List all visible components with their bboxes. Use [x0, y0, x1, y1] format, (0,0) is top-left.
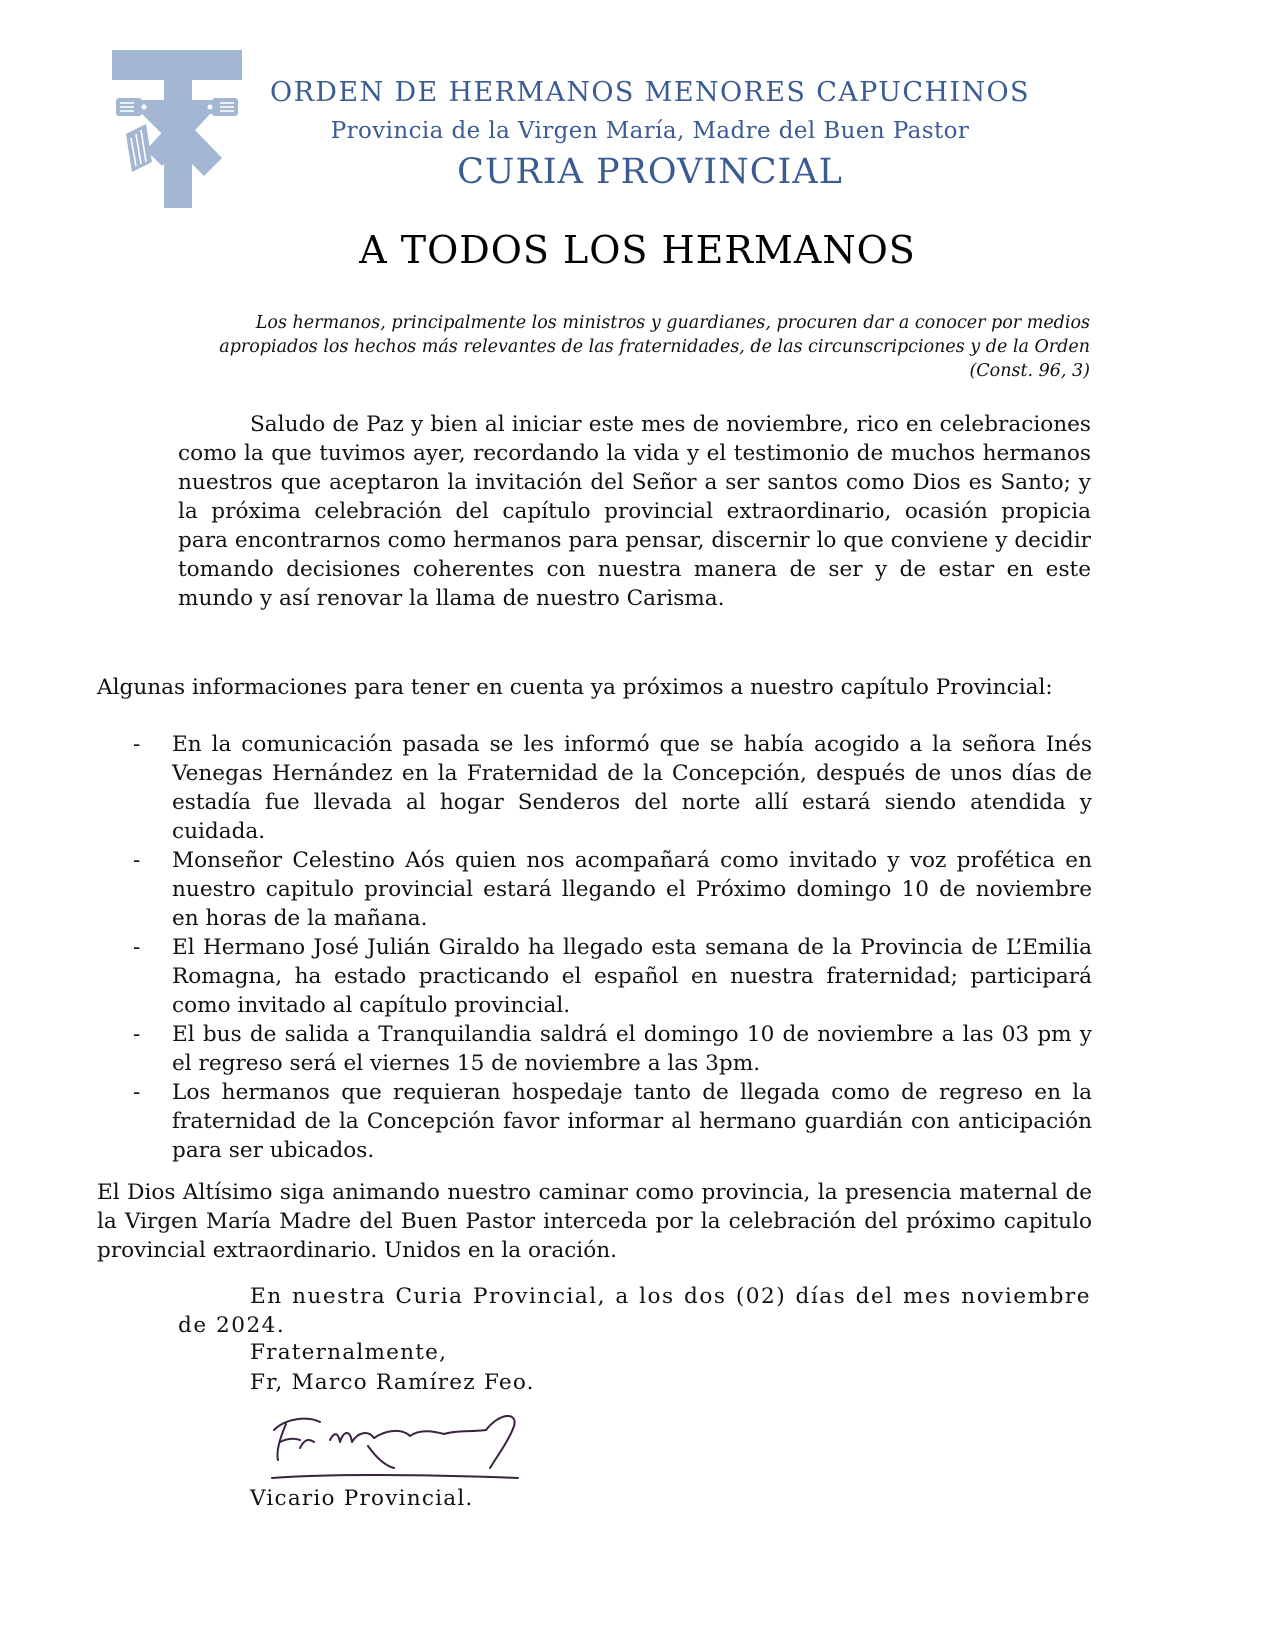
list-item-text: El bus de salida a Tranquilandia saldrá el domingo 10 de noviembre a las 03 pm y el regreso será el viernes 15 de noviembre a las 3pm.: [172, 1022, 1092, 1076]
document-title: A TODOS LOS HERMANOS: [359, 228, 916, 272]
list-item-text: El Hermano José Julián Giraldo ha llegado esta semana de la Provincia de L’Emilia Romagna, ha estado practicando el español en nuestra fraternidad; participará como invitado al capítulo provincial.: [172, 935, 1092, 1018]
list-item-text: En la comunicación pasada se les informó que se había acogido a la señora Inés Venegas Hernández en la Fraternidad de la Concepción, después de unos días de estadía fue llevada al hogar Senderos del norte allí estará siendo atendida y cuidada.: [172, 732, 1092, 844]
bullet-dash: -: [133, 1080, 141, 1105]
list-item: [97, 1078, 1092, 1165]
epigraph-quote: Los hermanos, principalmente los ministros y guardianes, procuren dar a conocer por medios apropiados los hechos más relevantes de las fraternidades, de las circunscripciones y de la Orden (Const. 96, 3): [219, 313, 1090, 381]
closing-paragraph: El Dios Altísimo siga animando nuestro caminar como provincia, la presencia maternal de la Virgen María Madre del Buen Pastor interceda por la celebración del próximo capitulo provincial extraordinario. Unidos en la oración.: [97, 1180, 1092, 1263]
farewell: Fraternalmente,: [250, 1340, 448, 1365]
curia-name: CURIA PROVINCIAL: [457, 152, 843, 192]
bullet-dash: -: [133, 935, 141, 960]
bullet-dash: -: [133, 848, 141, 873]
intro-paragraph: Saludo de Paz y bien al iniciar este mes de noviembre, rico en celebraciones como la que tuvimos ayer, recordando la vida y el testimonio de muchos hermanos nuestros que aceptaron la invitación del Señor a ser santos como Dios es Santo; y la próxima celebración del capítulo provincial extraordinario, ocasión propicia para encontrarnos como hermanos para pensar, discernir lo que conviene y decidir tomando decisiones coherentes con nuestra manera de ser y de estar en este mundo y así renovar la llama de nuestro Carisma.: [178, 412, 1091, 611]
signer-role: Vicario Provincial.: [250, 1486, 474, 1511]
province-name: Provincia de la Virgen María, Madre del Buen Pastor: [330, 118, 970, 144]
list-item: [97, 730, 1092, 846]
handwritten-signature: [268, 1408, 538, 1486]
signer-name: Fr, Marco Ramírez Feo.: [250, 1370, 535, 1395]
list-item-text: Los hermanos que requieran hospedaje tanto de llegada como de regreso en la fraternidad de la Concepción favor informar al hermano guardián con anticipación para ser ubicados.: [172, 1080, 1092, 1163]
bullet-dash: -: [133, 732, 141, 757]
list-item: [97, 933, 1092, 1020]
date-line: En nuestra Curia Provincial, a los dos (02) días del mes noviembre de 2024.: [178, 1284, 1091, 1338]
info-list: [97, 730, 1092, 1165]
list-item: [97, 846, 1092, 933]
info-heading: Algunas informaciones para tener en cuenta ya próximos a nuestro capítulo Provincial:: [97, 675, 1053, 700]
capuchin-tau-cross-logo: [112, 50, 252, 208]
list-item: [97, 1020, 1092, 1078]
letterhead: [0, 0, 1275, 210]
bullet-dash: -: [133, 1022, 141, 1047]
order-name: ORDEN DE HERMANOS MENORES CAPUCHINOS: [270, 77, 1030, 108]
list-item-text: Monseñor Celestino Aós quien nos acompañará como invitado y voz profética en nuestro capitulo provincial estará llegando el Próximo domingo 10 de noviembre en horas de la mañana.: [172, 848, 1092, 931]
